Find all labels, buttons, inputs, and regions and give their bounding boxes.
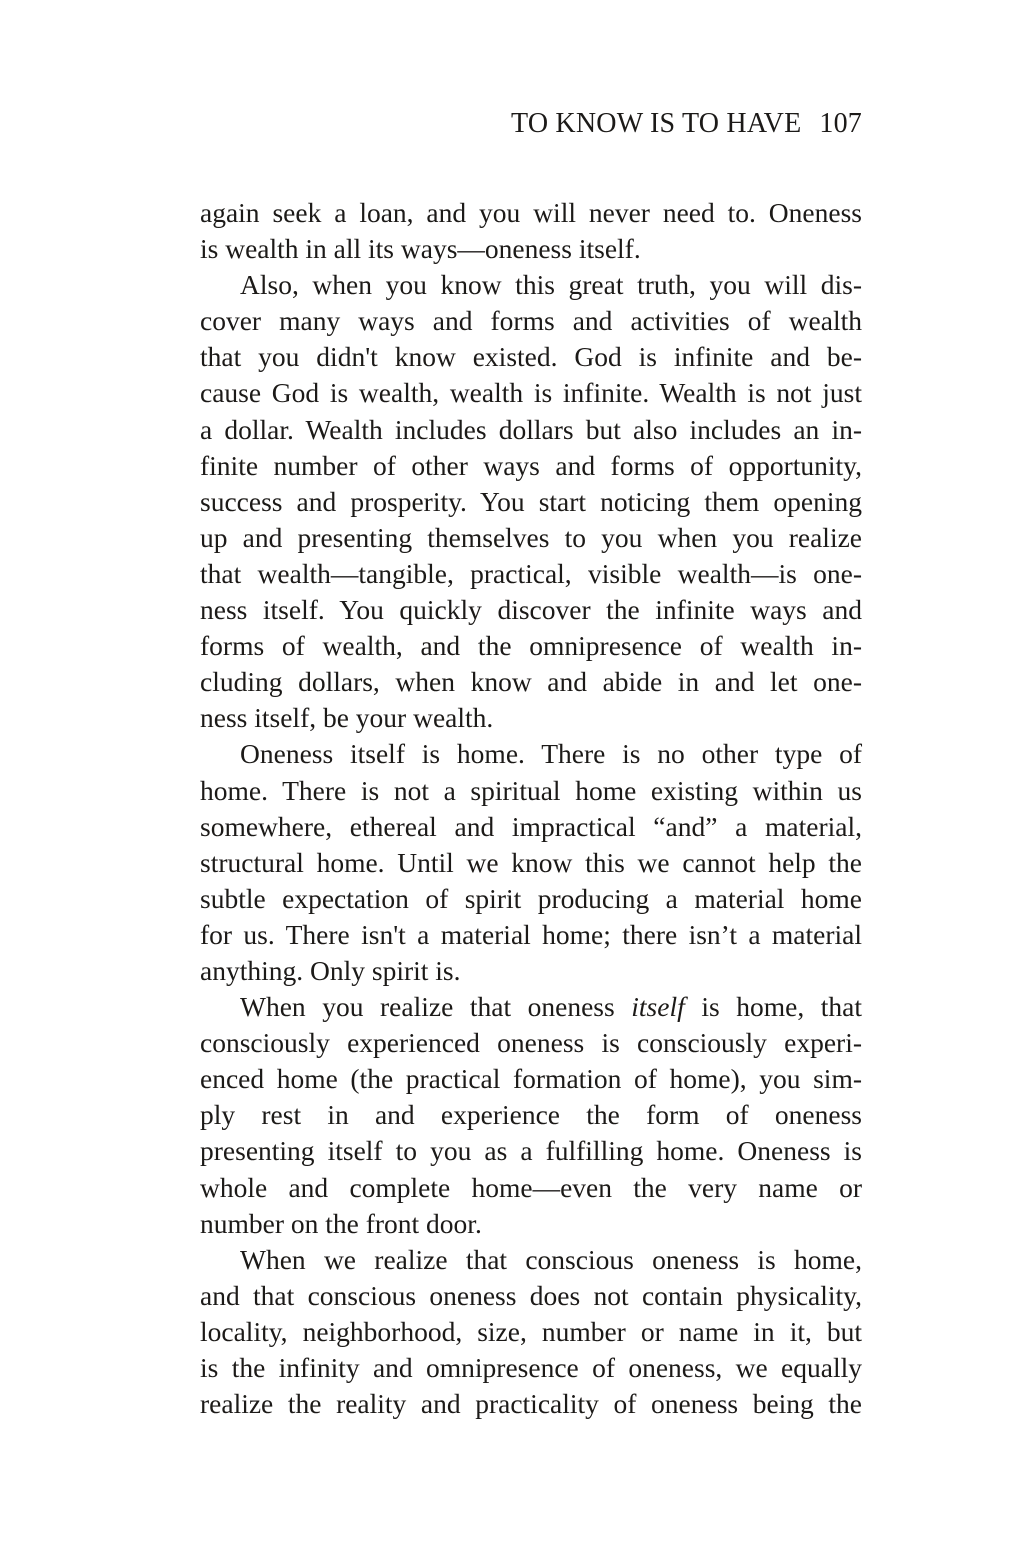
text-line: anything. Only spirit is. [200,954,461,986]
text-line: structural home. Until we know this we cannot help the [200,846,862,878]
paragraph-4 [200,989,862,1242]
text-run: is home, that [684,991,862,1023]
text-line: cluding dollars, when know and abide in and let one- [200,666,862,698]
text-line: forms of wealth, and the omnipresence of wealth in- [200,630,862,662]
text-line: is wealth in all its ways—oneness itself. [200,233,641,265]
text-line: subtle expectation of spirit producing a material home [200,882,862,914]
text-line: realize the reality and practicality of oneness being the [200,1388,862,1420]
text-line: When we realize that conscious oneness is home, [240,1243,862,1275]
running-title: TO KNOW IS TO HAVE [511,108,802,139]
paragraph-3 [200,736,862,989]
text-line: Oneness itself is home. There is no other type of [240,738,862,770]
text-line: somewhere, ethereal and impractical “and” a material, [200,810,862,842]
running-header [200,106,862,142]
text-line: enced home (the practical formation of home), you sim- [200,1063,862,1095]
text-line: home. There is not a spiritual home existing within us [200,774,862,806]
text-run: When you realize that oneness [240,991,632,1023]
text-line: cause God is wealth, wealth is infinite. Wealth is not just [200,377,862,409]
text-line: cover many ways and forms and activities of wealth [200,305,862,337]
text-line: and that conscious oneness does not contain physicality, [200,1279,862,1311]
text-line: finite number of other ways and forms of opportunity, [200,449,862,481]
text-line: number on the front door. [200,1207,482,1239]
text-line: whole and complete home—even the very name or [200,1171,862,1203]
text-line: again seek a loan, and you will never need to. Oneness [200,197,862,228]
text-line: that you didn't know existed. God is infinite and be- [200,341,862,373]
italic-emphasis: itself [631,991,685,1023]
text-line: presenting itself to you as a fulfilling home. Oneness is [200,1135,862,1167]
text-line: consciously experienced oneness is consciously experi- [200,1027,862,1059]
paragraph-5 [200,1242,862,1422]
text-line [200,989,862,1025]
paragraph-2 [200,267,862,736]
text-line: ness itself. You quickly discover the infinite ways and [200,594,862,626]
text-line: ness itself, be your wealth. [200,702,494,734]
text-line: locality, neighborhood, size, number or name in it, but [200,1315,862,1347]
text-line: that wealth—tangible, practical, visible wealth—is one- [200,557,862,589]
text-line: a dollar. Wealth includes dollars but also includes an in- [200,413,862,445]
page-number: 107 [819,108,862,139]
paragraph-1 [200,195,862,267]
text-line: is the infinity and omnipresence of oneness, we equally [200,1352,862,1383]
text-line: success and prosperity. You start noticing them opening [200,485,862,517]
text-line: Also, when you know this great truth, you will dis- [240,269,862,301]
body-text [200,195,862,1422]
text-line: up and presenting themselves to you when you realize [200,521,862,553]
text-line: ply rest in and experience the form of oneness [200,1099,862,1131]
text-line: for us. There isn't a material home; there isn’t a material [200,918,862,950]
